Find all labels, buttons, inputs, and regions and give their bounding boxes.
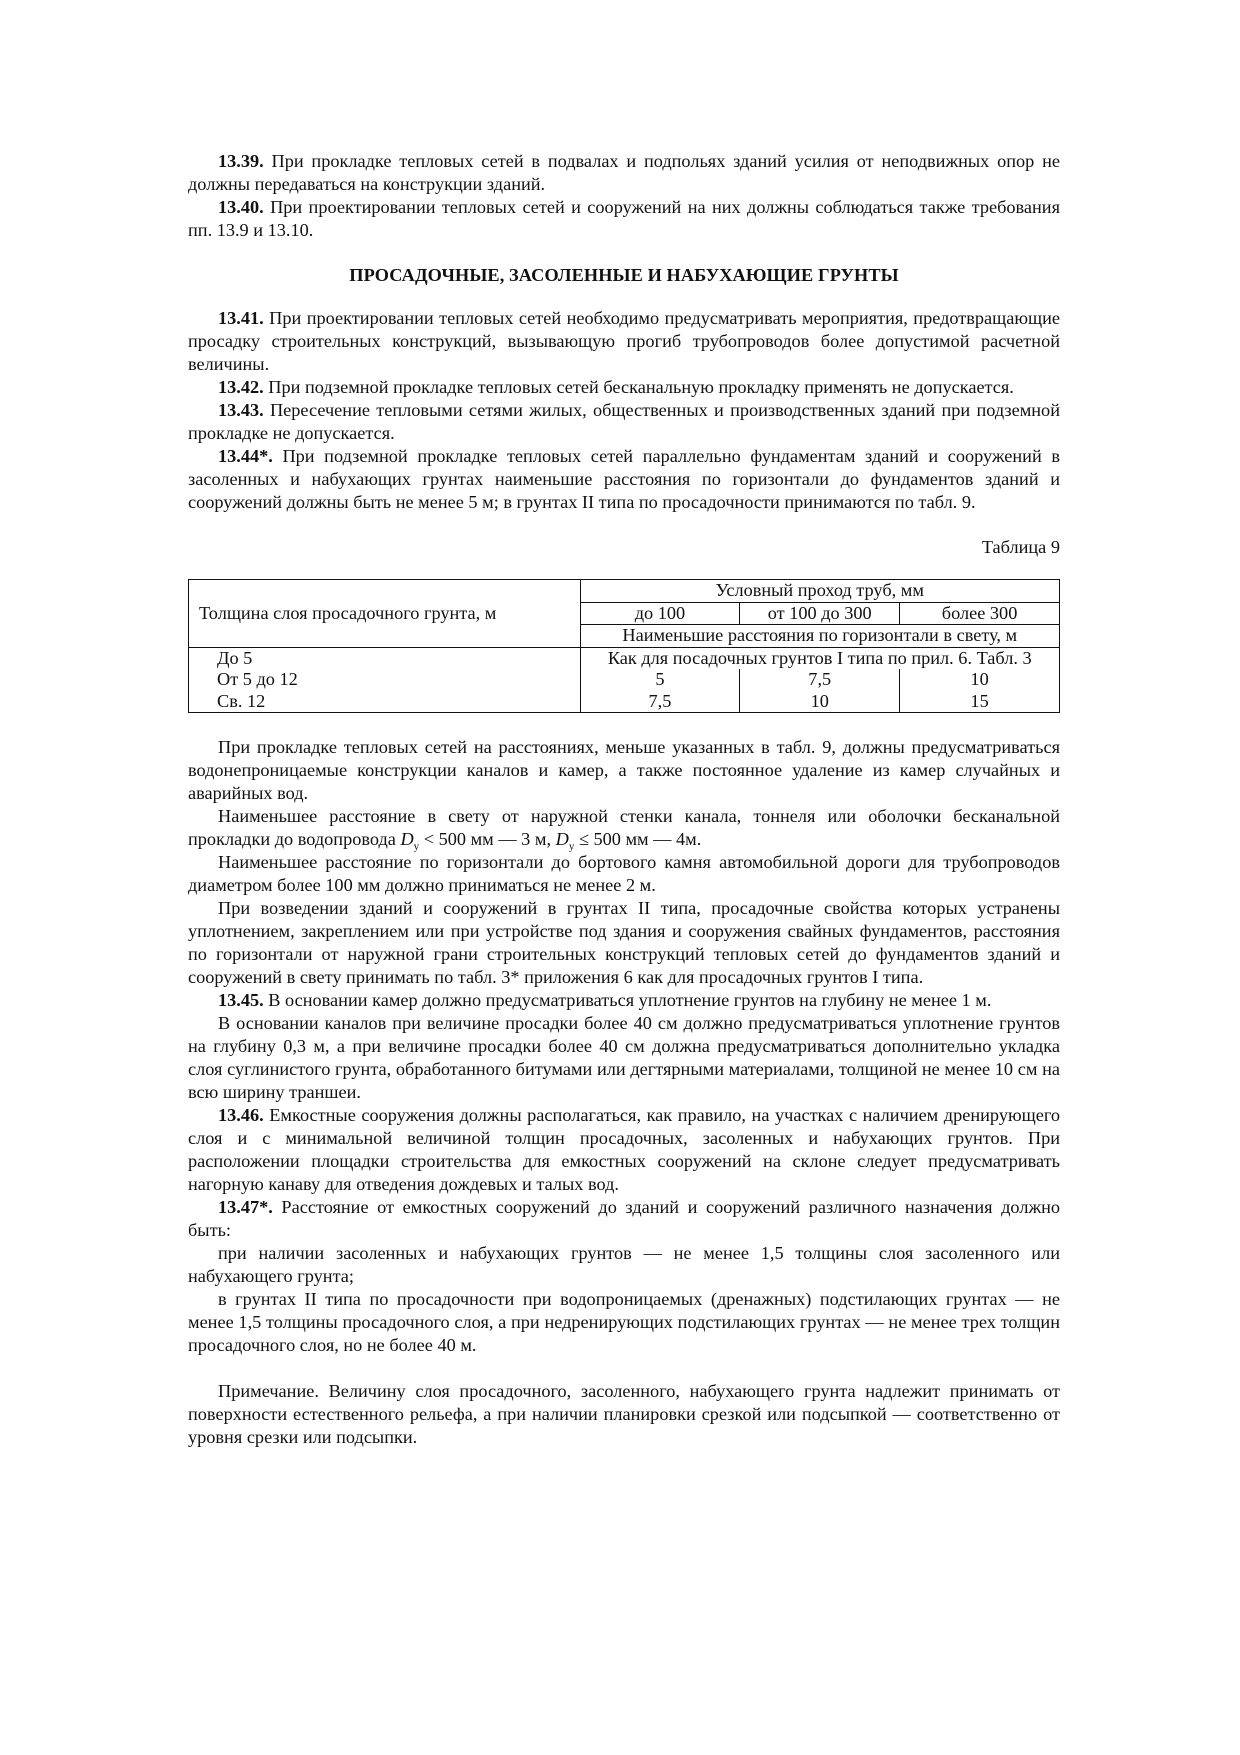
paragraph-13-39 — [188, 150, 1060, 196]
paragraph-13-41 — [188, 307, 1060, 376]
clause-number: 13.41. — [218, 308, 264, 328]
table-subheader: Наименьшие расстояния по горизонтали в свету, м — [580, 625, 1059, 648]
paragraph-13-44 — [188, 445, 1060, 514]
paragraph-13-46 — [188, 1104, 1060, 1196]
diameter-subscript: у — [568, 840, 575, 853]
diameter-subscript: у — [413, 840, 420, 853]
clause-number: 13.42. — [218, 377, 264, 397]
paragraph-13-47 — [188, 1196, 1060, 1242]
paragraph-text: < 500 мм — 3 м, — [419, 829, 556, 849]
paragraph-13-40 — [188, 196, 1060, 242]
table-cell: 10 — [900, 669, 1060, 691]
table-column-header: от 100 до 300 — [740, 602, 900, 625]
paragraph-text: Емкостные сооружения должны располагаться, как правило, на участках с наличием дренирующего слоя и с минимальной величиной толщин просадочных, засоленных и набухающих грунтов. При расположении площадки строительства для емкостных сооружений на склоне следует предусматривать нагорную канаву для отведения дождевых и талых вод. — [188, 1105, 1060, 1194]
paragraph-13-45-b: В основании каналов при величине просадки более 40 см должно предусматриваться уплотнение грунтов на глубину 0,3 м, а при величине просадки более 40 см должна предусматриваться дополнительно укладка слоя суглинистого грунта, обработанного битумами или дегтярными материалами, толщиной не менее 10 см на всю ширину траншеи. — [188, 1013, 1060, 1102]
table-row — [189, 647, 1060, 669]
table-column-header: до 100 — [580, 602, 740, 625]
paragraph-13-47-item: при наличии засоленных и набухающих грунтов — не менее 1,5 толщины слоя засоленного или набухающего грунта; — [188, 1243, 1060, 1286]
clause-number: 13.43. — [218, 400, 264, 420]
table-9 — [188, 579, 1060, 713]
paragraph-text: При проектировании тепловых сетей необходимо предусматривать мероприятия, предотвращающие просадку строительных конструкций, вызывающую прогиб трубопроводов более допустимой расчетной величины. — [188, 308, 1060, 374]
table-row — [189, 669, 1060, 691]
table-cell: 10 — [740, 691, 900, 713]
table-cell: 7,5 — [740, 669, 900, 691]
table-cell: 5 — [580, 669, 740, 691]
paragraph-13-47-item: в грунтах II типа по просадочности при водопроницаемых (дренажных) подстилающих грунтах — не менее 1,5 толщины просадочного слоя, а при недренирующих подстилающих грунтах — не менее трех толщин просадочного слоя, но не более 40 м. — [188, 1289, 1060, 1355]
paragraph-13-43 — [188, 399, 1060, 445]
table-header-row — [189, 580, 1060, 603]
clause-number: 13.40. — [218, 197, 264, 217]
paragraph-text: В основании камер должно предусматриваться уплотнение грунтов на глубину не менее 1 м. — [263, 990, 992, 1010]
paragraph-text: Расстояние от емкостных сооружений до зданий и сооружений различного назначения должно быть: — [188, 1197, 1060, 1240]
clause-number: 13.46. — [218, 1105, 264, 1125]
paragraph-text: При подземной прокладке тепловых сетей параллельно фундаментам зданий и сооружений в засоленных и набухающих грунтах наименьшие расстояния по горизонтали до фундаментов зданий и сооружений должны быть не менее 5 м; в грунтах II типа по просадочности принимаются по табл. 9. — [188, 446, 1060, 512]
table-stub-header: Толщина слоя просадочного грунта, м — [189, 580, 581, 648]
table-row — [189, 691, 1060, 713]
section-heading: ПРОСАДОЧНЫЕ, ЗАСОЛЕННЫЕ И НАБУХАЮЩИЕ ГРУНТЫ — [349, 265, 899, 285]
paragraph-text: При подземной прокладке тепловых сетей бесканальную прокладку применять не допускается. — [263, 377, 1014, 397]
table-column-header: более 300 — [900, 602, 1060, 625]
table-cell: 15 — [900, 691, 1060, 713]
paragraph-text: Наименьшее расстояние в свету от наружной стенки канала, тоннеля или оболочки бесканальной прокладки до водопровода — [188, 806, 1060, 849]
diameter-symbol: D — [400, 829, 414, 849]
document-page — [188, 150, 1060, 1449]
table-caption: Таблица 9 — [981, 537, 1060, 557]
table-row-label: Св. 12 — [189, 691, 581, 713]
paragraph-after-table-2 — [188, 805, 1060, 851]
table-row-label: От 5 до 12 — [189, 669, 581, 691]
paragraph-13-42 — [188, 376, 1060, 399]
clause-number: 13.39. — [218, 151, 264, 171]
table-group-header: Условный проход труб, мм — [580, 580, 1059, 603]
clause-number: 13.44*. — [218, 446, 273, 466]
paragraph-text: ≤ 500 мм — 4м. — [574, 829, 702, 849]
table-cell: 7,5 — [580, 691, 740, 713]
paragraph-text: При прокладке тепловых сетей в подвалах и подпольях зданий усилия от неподвижных опор не должны передаваться на конструкции зданий. — [188, 151, 1060, 194]
clause-number: 13.45. — [218, 990, 264, 1010]
paragraph-text: Пересечение тепловыми сетями жилых, общественных и производственных зданий при подземной прокладке не допускается. — [188, 400, 1060, 443]
table-row-label: До 5 — [189, 647, 581, 669]
paragraph-text: При проектировании тепловых сетей и сооружений на них должны соблюдаться также требования пп. 13.9 и 13.10. — [188, 197, 1060, 240]
table-cell-span: Как для посадочных грунтов I типа по прил. 6. Табл. 3 — [580, 647, 1059, 669]
note: Примечание. Величину слоя просадочного, засоленного, набухающего грунта надлежит принимать от поверхности естественного рельефа, а при наличии планировки срезкой или подсыпкой — соответственно от уровня срезки или подсыпки. — [188, 1381, 1060, 1447]
paragraph-after-table-3: Наименьшее расстояние по горизонтали до бортового камня автомобильной дороги для трубопроводов диаметром более 100 мм должно приниматься не менее 2 м. — [188, 852, 1060, 895]
paragraph-13-45 — [188, 989, 1060, 1012]
diameter-symbol: D — [555, 829, 569, 849]
paragraph-after-table-4: При возведении зданий и сооружений в грунтах II типа, просадочные свойства которых устранены уплотнением, закреплением или при устройстве под здания и сооружения свайных фундаментов, расстояния по горизонтали от наружной грани строительных конструкций тепловых сетей до фундаментов зданий и сооружений в свету принимать по табл. 3* приложения 6 как для просадочных грунтов I типа. — [188, 898, 1060, 987]
clause-number: 13.47*. — [218, 1197, 273, 1217]
paragraph-after-table-1: При прокладке тепловых сетей на расстояниях, меньше указанных в табл. 9, должны предусматриваться водонепроницаемые конструкции каналов и камер, а также постоянное удаление из камер случайных и аварийных вод. — [188, 737, 1060, 803]
